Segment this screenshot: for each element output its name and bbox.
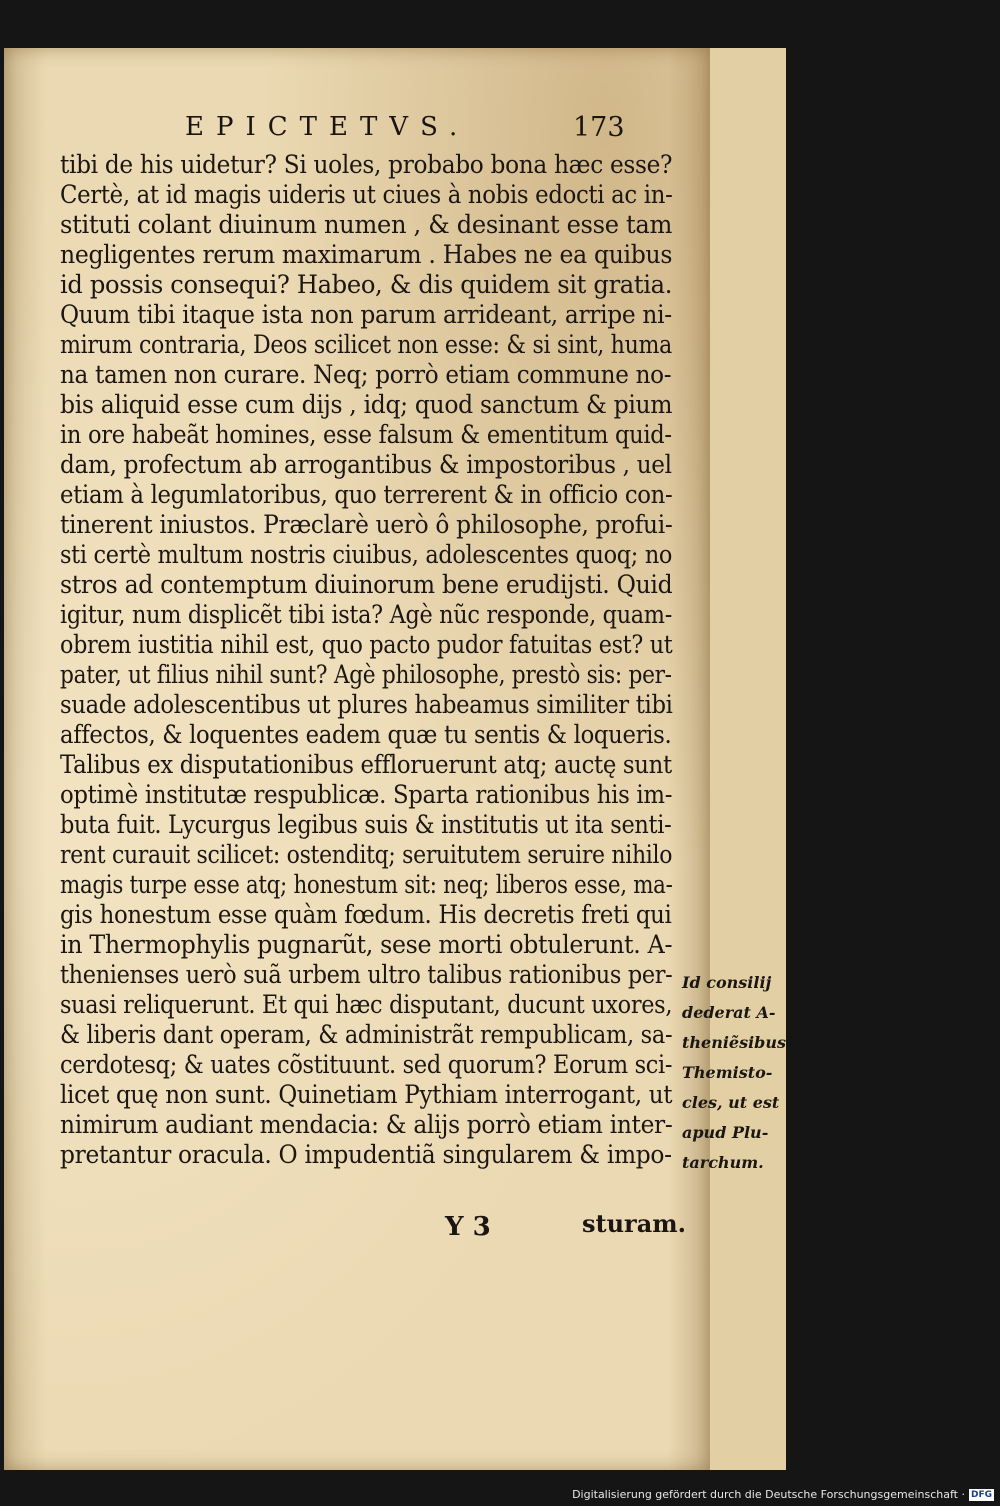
text-line: sti certè multum nostris ciuibus, adolescentes quoq; no (60, 540, 673, 569)
text-line: stros ad contemptum diuinorum bene erudijsti. Quid (60, 570, 673, 599)
text-line: bis aliquid esse cum dijs , idq; quod sanctum & pium (60, 390, 673, 419)
text-line: thenienses uerò suã urbem ultro talibus rationibus per- (60, 960, 673, 989)
margin-note (682, 968, 786, 1178)
text-line: gis honestum esse quàm fœdum. His decretis freti qui (60, 900, 672, 929)
margin-note-line: Id consilij (682, 973, 772, 992)
page-header (185, 112, 685, 148)
text-line: pretantur oracula. O impudentiã singularem & impo- (60, 1140, 672, 1169)
text-line: negligentes rerum maximarum . Habes ne ea quibus (60, 240, 673, 269)
body-text (60, 150, 690, 1170)
margin-note-line: theniẽsibus (682, 1033, 787, 1052)
text-line: suade adolescentibus ut plures habeamus similiter tibi (60, 690, 673, 719)
text-line: rent curauit scilicet: ostenditq; seruitutem seruire nihilo (60, 840, 673, 869)
text-line: dam, profectum ab arrogantibus & impostoribus , uel (60, 450, 672, 479)
page-number: 173 (573, 112, 625, 143)
catchword: sturam. (582, 1209, 686, 1238)
text-line: etiam à legumlatoribus, quo terrerent & in officio con- (60, 480, 673, 509)
text-line: suasi reliquerunt. Et qui hæc disputant, ducunt uxores, (60, 990, 673, 1019)
text-line: pater, ut filius nihil sunt? Agè philosophe, prestò sis: per- (60, 660, 672, 689)
text-line: na tamen non curare. Neq; porrò etiam commune no- (60, 360, 672, 389)
text-line: in ore habeãt homines, esse falsum & ementitum quid- (60, 420, 672, 449)
text-line: stituti colant diuinum numen , & desinant esse tam (60, 210, 673, 239)
margin-note-line: dederat A- (682, 1003, 776, 1022)
text-line: buta fuit. Lycurgus legibus suis & institutis ut ita senti- (60, 810, 672, 839)
text-line: obrem iustitia nihil est, quo pacto pudor fatuitas est? ut (60, 630, 673, 659)
margin-note-line: tarchum. (682, 1153, 764, 1172)
running-head: EPICTETVS. (185, 112, 470, 142)
text-line: id possis consequi? Habeo, & dis quidem sit gratia. (60, 270, 673, 299)
text-line: igitur, num displicẽt tibi ista? Agè nũc responde, quam- (60, 600, 672, 629)
funding-footer (572, 1488, 994, 1501)
text-line: in Thermophylis pugnarũt, sese morti obtulerunt. A- (60, 930, 673, 959)
text-line: affectos, & loquentes eadem quæ tu sentis & loqueris. (60, 720, 672, 749)
dfg-logo: DFG (970, 1489, 992, 1500)
text-line: tibi de his uidetur? Si uoles, probabo bona hæc esse? (60, 150, 673, 179)
text-line: mirum contraria, Deos scilicet non esse: & si sint, huma (60, 330, 673, 359)
text-line: licet quę non sunt. Quinetiam Pythiam interrogant, ut (60, 1080, 673, 1109)
text-line: magis turpe esse atq; honestum sit: neq; liberos esse, ma- (60, 870, 673, 899)
text-line: Certè, at id magis uideris ut ciues à nobis edocti ac in- (60, 180, 673, 209)
signature-mark: Y 3 (445, 1212, 491, 1242)
margin-note-line: apud Plu- (682, 1123, 769, 1142)
margin-note-line: cles, ut est (682, 1093, 780, 1112)
text-line: tinerent iniustos. Præclarè uerò ô philosophe, profui- (60, 510, 673, 539)
text-line: cerdotesq; & uates cõstituunt. sed quorum? Eorum sci- (60, 1050, 673, 1079)
text-line: & liberis dant operam, & administrãt rempublicam, sa- (60, 1020, 673, 1049)
text-line: optimè institutæ respublicæ. Sparta rationibus his im- (60, 780, 673, 809)
text-line: Quum tibi itaque ista non parum arrideant, arripe ni- (60, 300, 672, 329)
text-line: Talibus ex disputationibus effloruerunt atq; auctę sunt (60, 750, 672, 779)
funding-text: Digitalisierung gefördert durch die Deutsche Forschungsgemeinschaft · (572, 1488, 965, 1501)
margin-note-line: Themisto- (682, 1063, 773, 1082)
text-line: nimirum audiant mendacia: & alijs porrò etiam inter- (60, 1110, 673, 1139)
